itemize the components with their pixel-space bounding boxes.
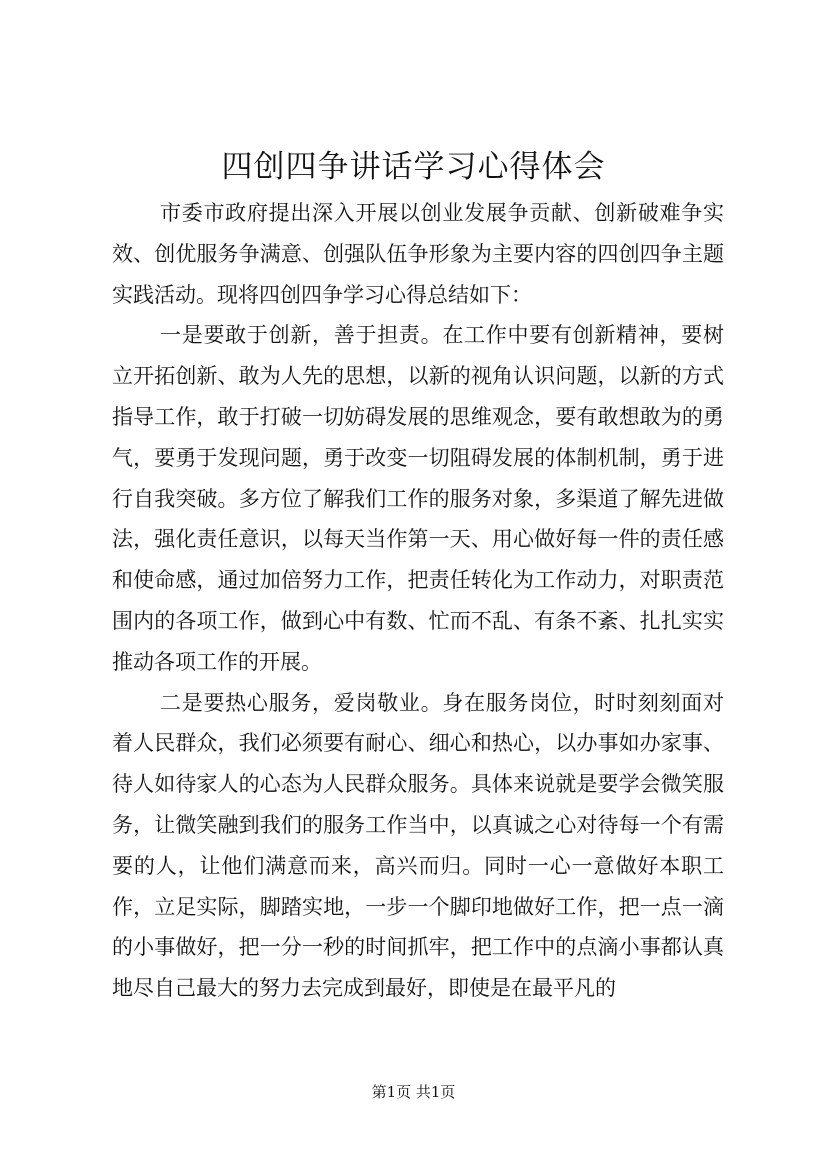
document-title: 四创四争讲话学习心得体会 xyxy=(221,149,606,185)
paragraph-intro: 市委市政府提出深入开展以创业发展争贡献、创新破难争实效、创优服务争满意、创强队伍争形象为主要内容的四创四争主题实践活动。现将四创四争学习心得总结如下： xyxy=(112,201,724,307)
paragraph-point-two: 二是要热心服务，爱岗敬业。身在服务岗位，时时刻刻面对着人民群众，我们必须要有耐心、细心和热心，以办事如办家事、待人如待家人的心态为人民群众服务。具体来说就是要学会微笑服务，让微笑融到我们的服务工作当中，以真诚之心对待每一个有需要的人，让他们满意而来，高兴而归。同时一心一意做好本职工作，立足实际，脚踏实地，一步一个脚印地做好工作，把一点一滴的小事做好，把一分一秒的时间抓牢，把工作中的点滴小事都认真地尽自己最大的努力去完成到最好，即使是在最平凡的 xyxy=(112,690,724,1001)
page-number-footer: 第1页 共1页 xyxy=(371,1083,456,1101)
paragraph-point-one: 一是要敢于创新，善于担责。在工作中要有创新精神，要树立开拓创新、敢为人先的思想，以新的视角认识问题，以新的方式指导工作，敢于打破一切妨碍发展的思维观念，要有敢想敢为的勇气，要勇于发现问题，勇于改变一切阻碍发展的体制机制，勇于进行自我突破。多方位了解我们工作的服务对象，多渠道了解先进做法，强化责任意识，以每天当作第一天、用心做好每一件的责任感和使命感，通过加倍努力工作，把责任转化为工作动力，对职责范围内的各项工作，做到心中有数、忙而不乱、有条不紊、扎扎实实推动各项工作的开展。 xyxy=(112,323,724,674)
document-body xyxy=(112,193,724,1009)
